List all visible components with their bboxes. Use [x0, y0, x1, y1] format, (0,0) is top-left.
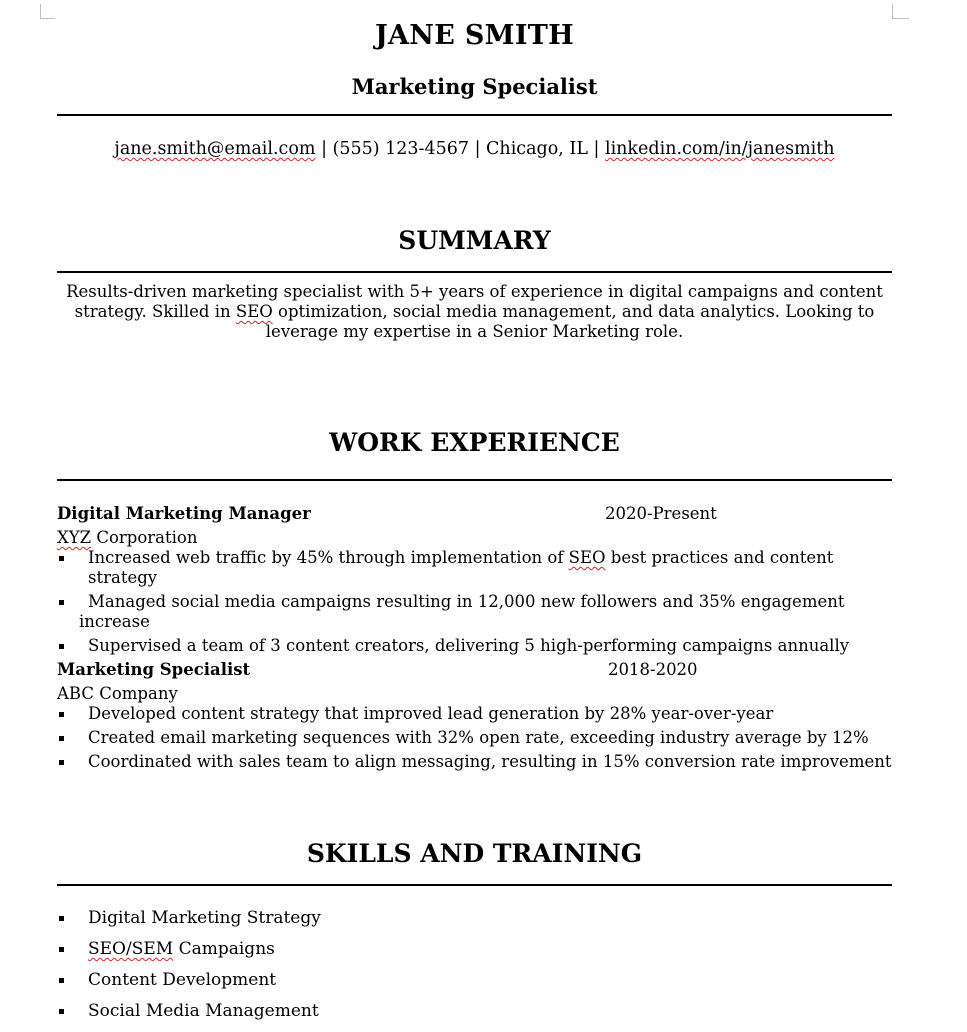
job-bullet[interactable]: [57, 728, 892, 748]
summary-heading[interactable]: SUMMARY: [398, 226, 551, 255]
job-dates[interactable]: 2018-2020: [608, 660, 698, 679]
summary-text[interactable]: [57, 282, 892, 342]
square-bullet-icon: [59, 916, 64, 921]
job-bullet[interactable]: [57, 548, 892, 588]
square-bullet-icon: [59, 760, 64, 765]
contact-linkedin[interactable]: linkedin.com/in/janesmith: [604, 139, 835, 159]
summary-text-seo: SEO: [235, 302, 273, 321]
skill-item[interactable]: [57, 908, 892, 928]
skills-heading[interactable]: SKILLS AND TRAINING: [306, 839, 643, 868]
skill-text: Content Development: [88, 970, 277, 990]
square-bullet-icon: [59, 1009, 64, 1014]
job-bullet[interactable]: [57, 752, 892, 772]
job-bullets: [57, 704, 892, 772]
square-bullet-icon: [59, 556, 64, 561]
job-bullet[interactable]: [57, 704, 892, 724]
experience-divider: [57, 479, 892, 481]
skill-text: Digital Marketing Strategy: [88, 908, 321, 928]
job-dates[interactable]: 2020-Present: [605, 504, 717, 523]
contact-phone[interactable]: (555) 123-4567: [332, 139, 470, 159]
summary-text-part: optimization, social media management, and data analytics. Looking to leverage my expertise in a Senior Marketing role.: [265, 302, 875, 341]
experience-heading[interactable]: WORK EXPERIENCE: [329, 428, 620, 457]
square-bullet-icon: [59, 644, 64, 649]
square-bullet-icon: [59, 947, 64, 952]
skill-item[interactable]: [57, 1001, 892, 1021]
job-company-rest: Corporation: [91, 528, 198, 547]
skills-list: [57, 908, 892, 1032]
job-entry: [57, 660, 892, 776]
square-bullet-icon: [59, 736, 64, 741]
job-role[interactable]: Digital Marketing Manager: [57, 504, 311, 523]
bullet-text: Coordinated with sales team to align messaging, resulting in 15% conversion rate improvement: [88, 752, 892, 771]
skill-text: Campaigns: [173, 939, 275, 959]
job-bullet[interactable]: [57, 592, 892, 632]
square-bullet-icon: [59, 600, 64, 605]
job-company-rest: ABC Company: [57, 684, 178, 703]
job-bullet[interactable]: [57, 636, 892, 656]
bullet-text: Created email marketing sequences with 32% open rate, exceeding industry average by 12%: [88, 728, 869, 747]
bullet-text-marked: SEO: [568, 548, 606, 567]
skill-text-marked: SEO/SEM: [88, 939, 174, 959]
square-bullet-icon: [59, 978, 64, 983]
bullet-text: Supervised a team of 3 content creators, delivering 5 high-performing campaigns annually: [88, 636, 850, 655]
contact-separator: |: [315, 139, 333, 159]
job-role[interactable]: Marketing Specialist: [57, 660, 251, 679]
page-corner-mark-left: [40, 4, 55, 19]
bullet-text: Managed social media campaigns resulting in 12,000 new followers and 35% engagement increase: [79, 592, 845, 631]
square-bullet-icon: [59, 712, 64, 717]
page-corner-mark-right: [892, 4, 909, 19]
contact-separator: |: [469, 139, 487, 159]
skill-text: Social Media Management: [88, 1001, 319, 1021]
job-bullets: [57, 548, 892, 656]
summary-text-part: Results-driven marketing specialist with 5+ years of experience in digital campaigns and content strategy. Skilled in: [66, 282, 883, 321]
job-entry: [57, 504, 892, 660]
contact-separator: |: [587, 139, 605, 159]
contact-location[interactable]: Chicago, IL: [486, 139, 588, 159]
skill-item[interactable]: [57, 939, 892, 959]
contact-line[interactable]: [57, 139, 892, 159]
job-company[interactable]: [57, 528, 892, 548]
summary-divider: [57, 271, 892, 273]
contact-email[interactable]: jane.smith@email.com: [114, 139, 316, 159]
candidate-title[interactable]: Marketing Specialist: [351, 74, 598, 99]
job-company-marked: XYZ: [57, 528, 92, 547]
skill-item[interactable]: [57, 970, 892, 990]
job-company[interactable]: [57, 684, 892, 704]
skills-divider: [57, 884, 892, 886]
header-divider: [57, 114, 892, 116]
candidate-name[interactable]: JANE SMITH: [374, 20, 574, 51]
bullet-text: Developed content strategy that improved lead generation by 28% year-over-year: [88, 704, 774, 723]
bullet-text: best practices and content strategy: [88, 548, 834, 587]
bullet-text: Increased web traffic by 45% through implementation of: [88, 548, 569, 567]
